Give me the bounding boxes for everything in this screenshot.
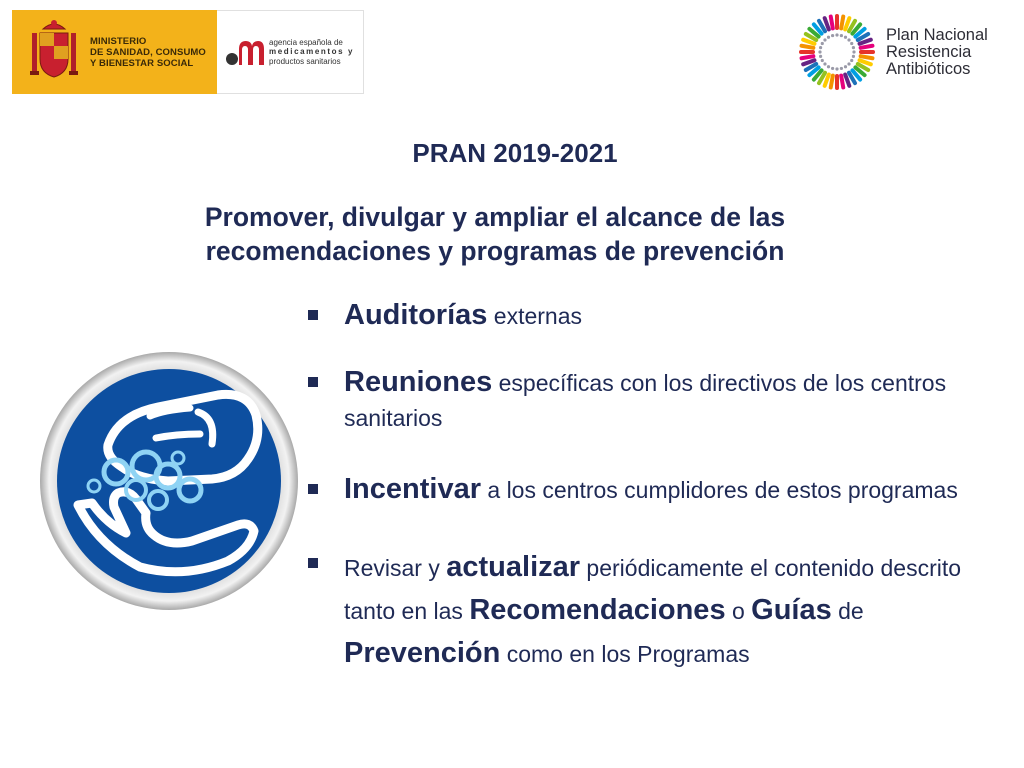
ring-segment bbox=[831, 76, 833, 88]
ring-dot bbox=[847, 38, 850, 41]
bullet-marker bbox=[308, 484, 318, 494]
bullet-keyword: Auditorías bbox=[344, 299, 488, 331]
ring-dot bbox=[852, 50, 855, 53]
ring-dot bbox=[840, 67, 843, 70]
colored-ring-icon bbox=[796, 11, 878, 93]
bullet-keyword: Prevención bbox=[344, 637, 501, 669]
list-item bbox=[306, 472, 1006, 508]
ministry-logo bbox=[12, 10, 217, 94]
ring-segment bbox=[861, 56, 873, 58]
bullet-text: Revisar y bbox=[344, 555, 447, 581]
list-item bbox=[306, 546, 1006, 675]
agency-name: agencia española de medicamentos y productos sanitarios bbox=[269, 37, 355, 66]
ring-segment bbox=[802, 56, 814, 58]
plan-logo bbox=[796, 12, 1011, 92]
page-title: PRAN 2019-2021 bbox=[412, 138, 618, 168]
ring-segment bbox=[861, 46, 873, 48]
bullet-keyword: Incentivar bbox=[344, 473, 481, 505]
bullet-keyword: Guías bbox=[751, 594, 832, 626]
ring-dot bbox=[819, 46, 822, 49]
plan-name: Plan Nacional Resistencia Antibióticos bbox=[886, 25, 988, 78]
ring-segment bbox=[802, 46, 814, 48]
ring-dot bbox=[827, 65, 830, 68]
list-item bbox=[306, 300, 1006, 331]
ring-dot bbox=[835, 67, 838, 70]
ring-dot bbox=[823, 62, 826, 65]
ring-dot bbox=[821, 59, 824, 62]
ring-dot bbox=[840, 34, 843, 37]
bullet-list bbox=[306, 300, 1006, 675]
washing-hands-icon bbox=[38, 350, 300, 612]
ring-dot bbox=[844, 36, 847, 39]
bullet-text: específicas con los directivos de los centros sanitarios bbox=[344, 370, 947, 431]
ring-dot bbox=[818, 50, 821, 53]
spanish-crest-icon bbox=[26, 19, 82, 85]
ring-dot bbox=[852, 46, 855, 49]
bullet-text: periódicamente el contenido descrito tanto en las bbox=[344, 555, 962, 624]
bullet-marker bbox=[308, 558, 318, 568]
ring-dot bbox=[850, 59, 853, 62]
ring-segment bbox=[831, 17, 833, 29]
bullet-text: externas bbox=[487, 303, 583, 329]
bullet-text: de bbox=[831, 598, 864, 624]
ring-dot bbox=[831, 67, 834, 70]
bullet-text: a los centros cumplidores de estos programas bbox=[481, 477, 958, 503]
bullet-keyword: actualizar bbox=[446, 551, 581, 583]
bullet-keyword: Reuniones bbox=[344, 366, 493, 398]
ring-dot bbox=[821, 42, 824, 45]
bullet-text: como en los Programas bbox=[500, 641, 750, 667]
ring-dot bbox=[819, 55, 822, 58]
ring-dot bbox=[852, 55, 855, 58]
bullet-keyword: Recomendaciones bbox=[469, 594, 726, 626]
ring-dot bbox=[823, 38, 826, 41]
ring-segment bbox=[841, 76, 843, 88]
ring-dot bbox=[831, 34, 834, 37]
agency-mark-icon bbox=[225, 35, 265, 69]
ring-dot bbox=[850, 42, 853, 45]
ring-dot bbox=[847, 62, 850, 65]
page-subtitle: Promover, divulgar y ampliar el alcance de las recomendaciones y programas de prevención bbox=[204, 202, 786, 266]
bullet-text: o bbox=[725, 598, 752, 624]
ring-dot bbox=[844, 65, 847, 68]
ministry-name: MINISTERIO DE SANIDAD, CONSUMO Y BIENESTAR SOCIAL bbox=[90, 35, 206, 69]
agency-logo bbox=[217, 10, 364, 94]
list-item bbox=[306, 365, 1006, 436]
ring-dot bbox=[835, 33, 838, 36]
bullet-marker bbox=[308, 310, 318, 320]
bullet-marker bbox=[308, 377, 318, 387]
ring-dot bbox=[827, 36, 830, 39]
ring-segment bbox=[841, 17, 843, 29]
